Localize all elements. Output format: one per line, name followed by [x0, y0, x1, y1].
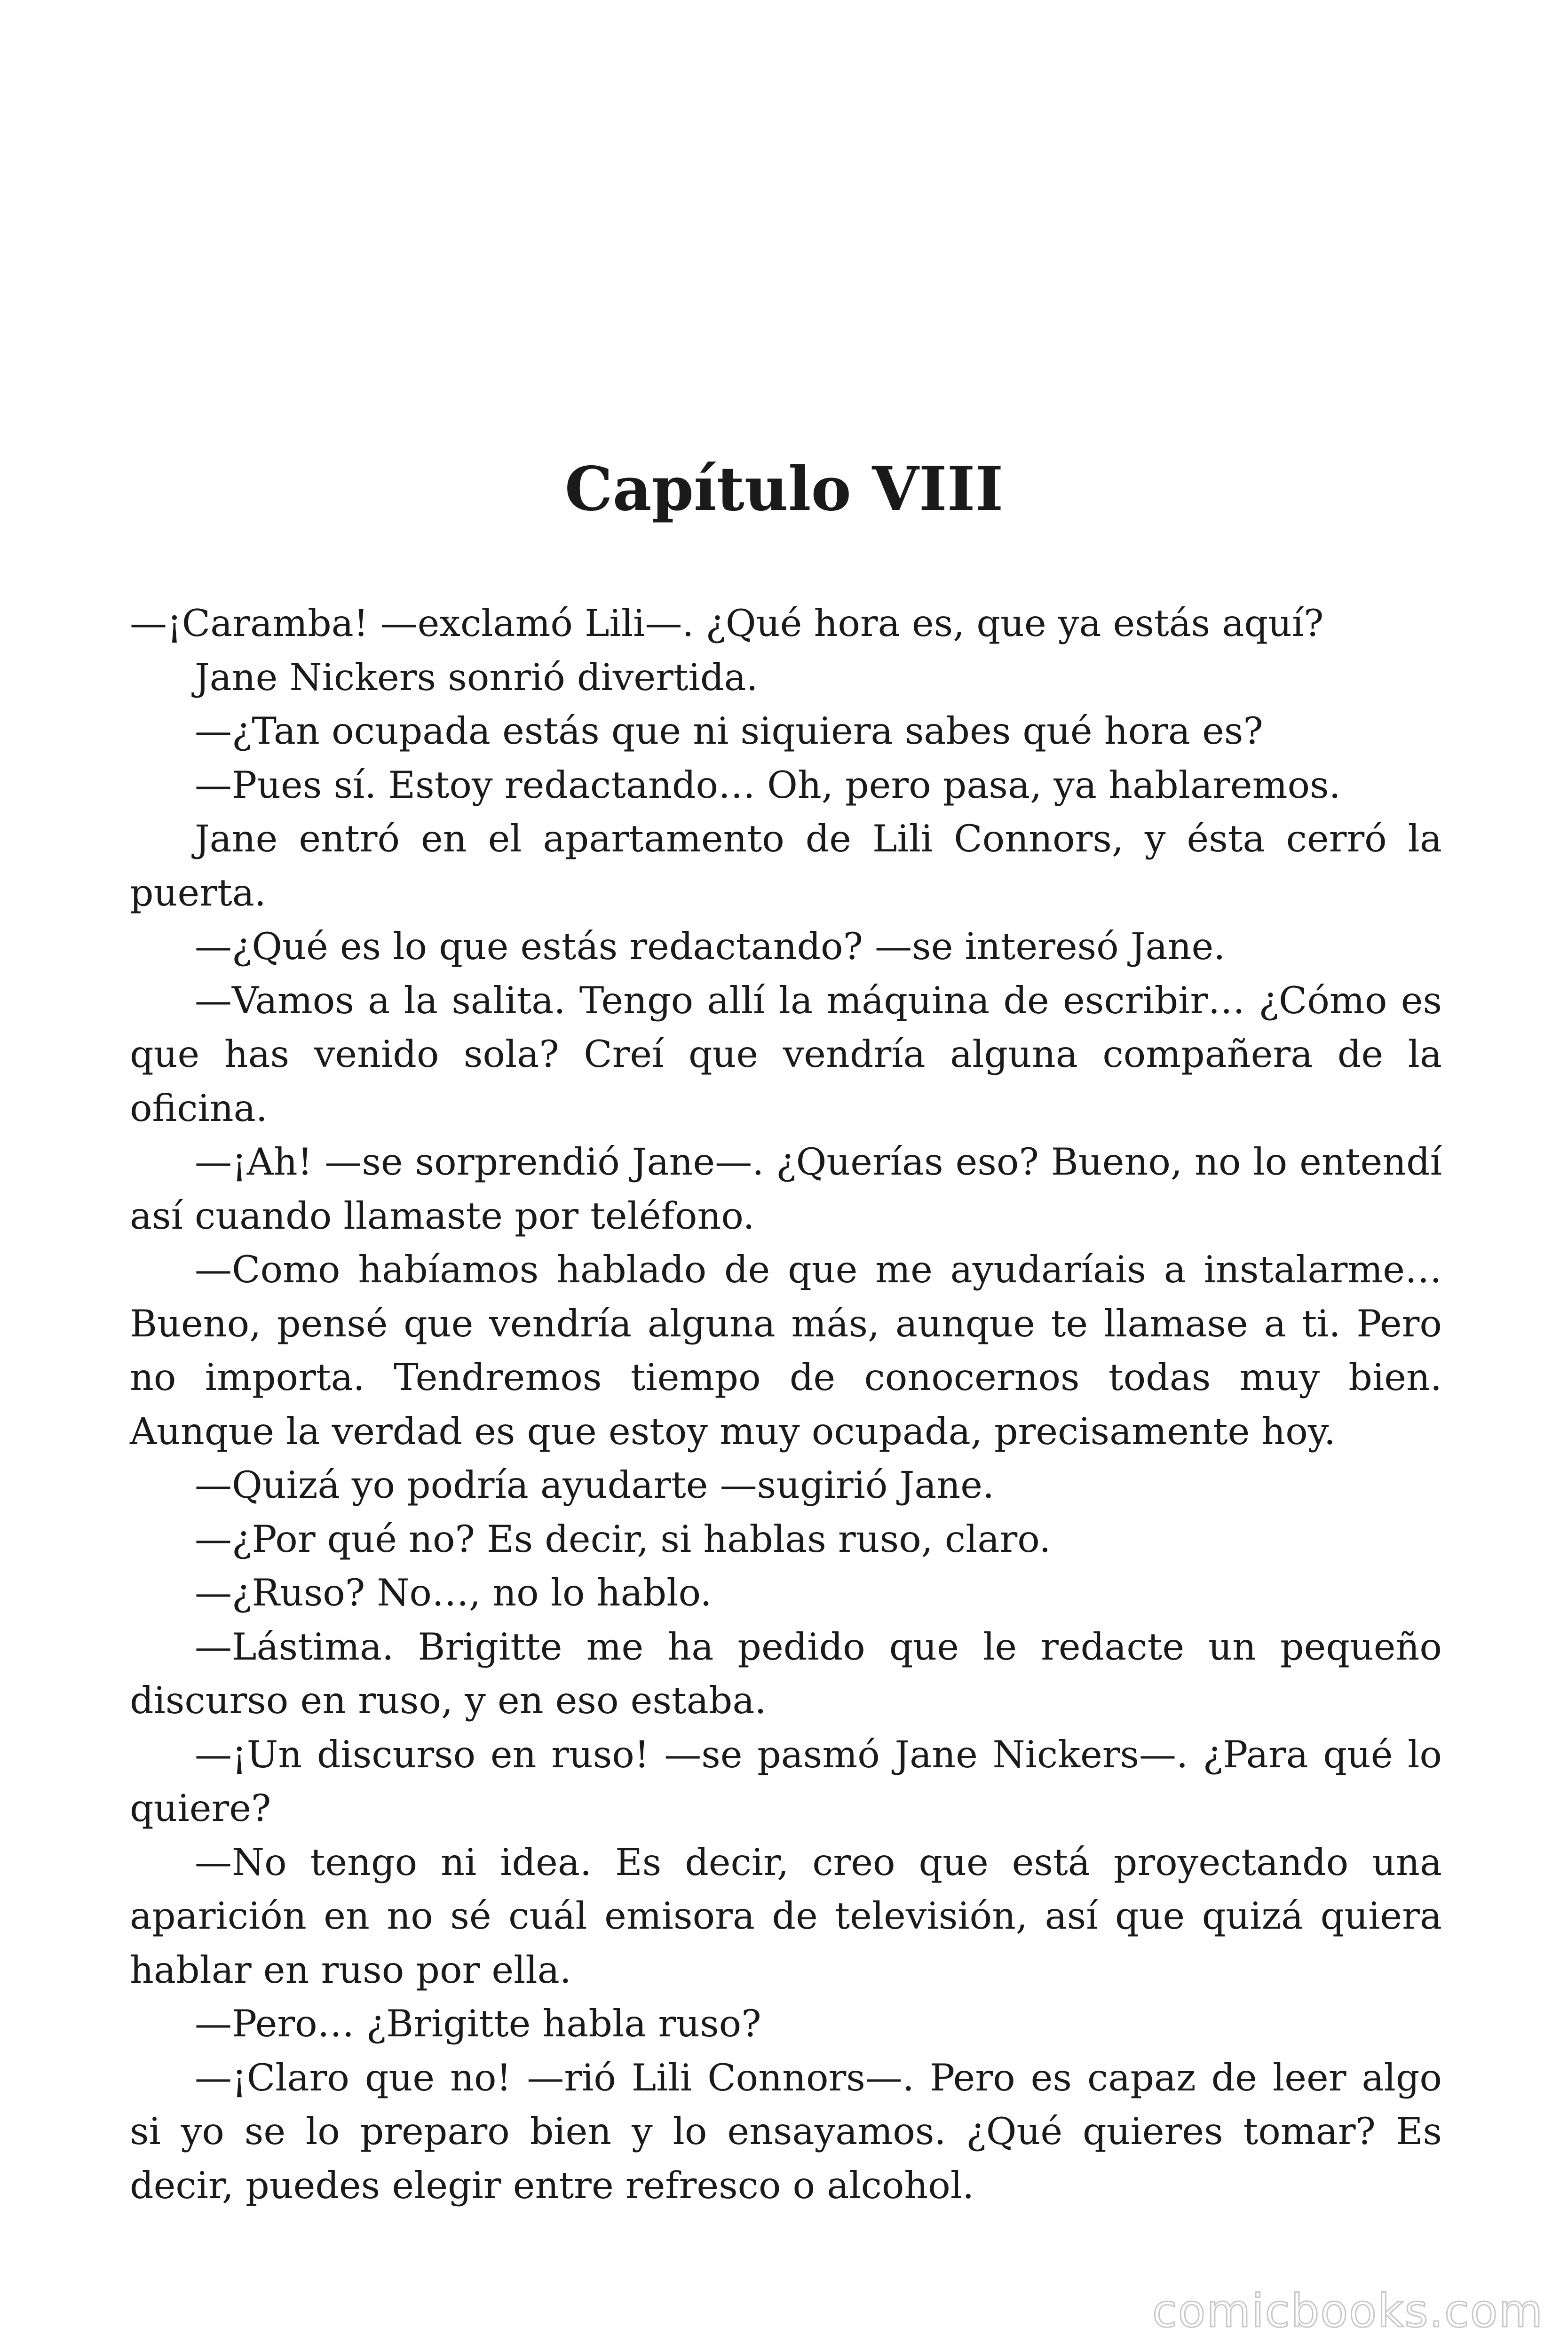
paragraph: —Como habíamos hablado de que me ayudaríais a instalarme… Bueno, pensé que vendría alguna más, aunque te llamase a ti. Pero no importa. Tendremos tiempo de conocernos todas muy bien. Aunque la verdad es que estoy muy ocupada, precisamente hoy. — [130, 1248, 1442, 1453]
paragraph: —¡Ah! —se sorprendió Jane—. ¿Querías eso? Bueno, no lo entendí así cuando llamaste por teléfono. — [130, 1140, 1442, 1238]
paragraph: —¡Un discurso en ruso! —se pasmó Jane Nickers—. ¿Para qué lo quiere? — [130, 1732, 1442, 1830]
paragraph: —¡Caramba! —exclamó Lili—. ¿Qué hora es, que ya estás aquí? — [130, 602, 1324, 645]
chapter-body — [130, 596, 1442, 2212]
watermark: comicbooks.com — [1152, 2285, 1544, 2337]
paragraph: —¿Ruso? No…, no lo hablo. — [195, 1571, 712, 1614]
paragraph: —Pues sí. Estoy redactando… Oh, pero pasa, ya hablaremos. — [195, 763, 1341, 807]
chapter-title: Capítulo VIII — [564, 454, 1004, 524]
paragraph: —¿Qué es lo que estás redactando? —se interesó Jane. — [195, 925, 1226, 968]
paragraph: Jane Nickers sonrió divertida. — [195, 655, 758, 699]
paragraph: Jane entró en el apartamento de Lili Connors, y ésta cerró la puerta. — [130, 817, 1442, 914]
paragraph: —¿Tan ocupada estás que ni siquiera sabes qué hora es? — [195, 709, 1263, 753]
paragraph: —No tengo ni idea. Es decir, creo que está proyectando una aparición en no sé cuál emisora de televisión, así que quizá quiera hablar en ruso por ella. — [130, 1840, 1442, 1992]
paragraph: —Pero… ¿Brigitte habla ruso? — [195, 2002, 761, 2045]
paragraph: —Quizá yo podría ayudarte —sugirió Jane. — [195, 1463, 995, 1507]
paragraph: —Lástima. Brigitte me ha pedido que le redacte un pequeño discurso en ruso, y en eso estaba. — [130, 1625, 1442, 1722]
paragraph: —¡Claro que no! —rió Lili Connors—. Pero es capaz de leer algo si yo se lo preparo bien y lo ensayamos. ¿Qué quieres tomar? Es decir, puedes elegir entre refresco o alcohol. — [130, 2056, 1442, 2207]
paragraph: —¿Por qué no? Es decir, si hablas ruso, claro. — [195, 1517, 1051, 1561]
paragraph: —Vamos a la salita. Tengo allí la máquina de escribir… ¿Cómo es que has venido sola? Creí que vendría alguna compañera de la oficina. — [130, 978, 1442, 1130]
